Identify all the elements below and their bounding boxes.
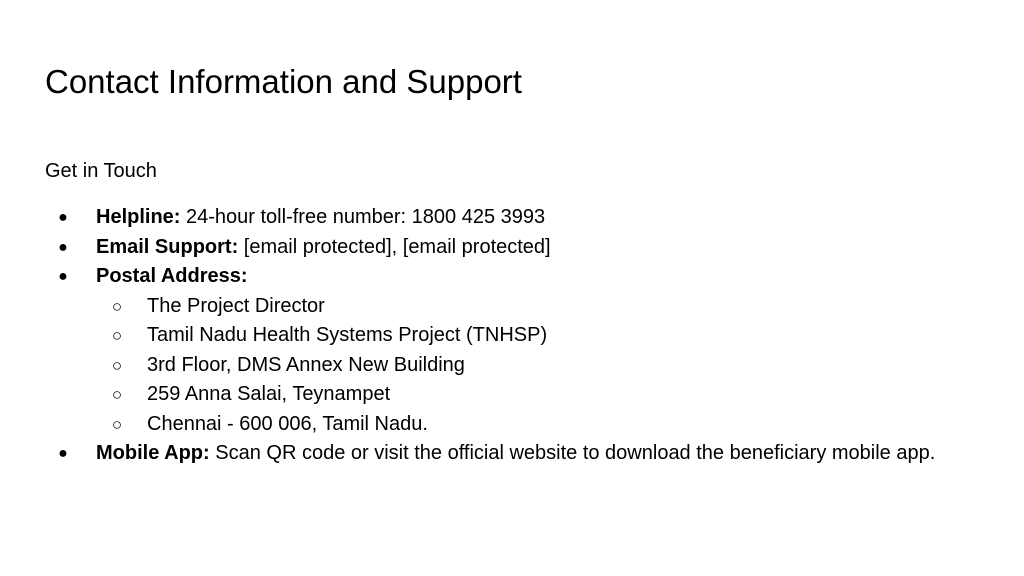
address-line (0, 292, 1024, 322)
list-item-helpline (0, 203, 1024, 233)
contact-list (0, 203, 1024, 469)
hollow-bullet-icon: ○ (111, 385, 123, 404)
address-line (0, 351, 1024, 381)
address-line (0, 410, 1024, 440)
hollow-bullet-icon: ○ (111, 355, 123, 375)
item-label: Helpline: (96, 206, 181, 228)
item-text: [email protected], [email protected] (238, 235, 551, 258)
list-item-postal-address (0, 262, 1024, 292)
bullet-icon: ● (58, 268, 68, 285)
item-label: Postal Address: (96, 265, 248, 287)
address-line-text: Chennai - 600 006, Tamil Nadu. (147, 412, 428, 435)
address-line (0, 380, 1024, 410)
hollow-bullet-icon: ○ (111, 296, 123, 316)
bullet-icon: ● (58, 445, 68, 462)
section-subtitle: Get in Touch (45, 160, 157, 182)
bullet-icon: ● (58, 238, 68, 256)
address-line-text: 259 Anna Salai, Teynampet (147, 383, 391, 405)
bullet-icon: ● (58, 209, 68, 226)
address-line-text: Tamil Nadu Health Systems Project (TNHSP) (147, 324, 548, 346)
address-line (0, 321, 1024, 351)
list-item-email-support (0, 233, 1024, 263)
item-label: Email Support: (96, 235, 239, 258)
item-label: Mobile App: (96, 442, 210, 464)
address-line-text: 3rd Floor, DMS Annex New Building (147, 353, 465, 376)
address-line-text: The Project Director (147, 294, 325, 317)
hollow-bullet-icon: ○ (111, 326, 123, 345)
list-item-mobile-app (0, 439, 1024, 469)
hollow-bullet-icon: ○ (111, 414, 123, 434)
item-text: 24-hour toll-free number: 1800 425 3993 (180, 206, 546, 228)
page-title: Contact Information and Support (45, 63, 522, 100)
item-text: Scan QR code or visit the official website to download the beneficiary mobile app. (209, 442, 936, 464)
